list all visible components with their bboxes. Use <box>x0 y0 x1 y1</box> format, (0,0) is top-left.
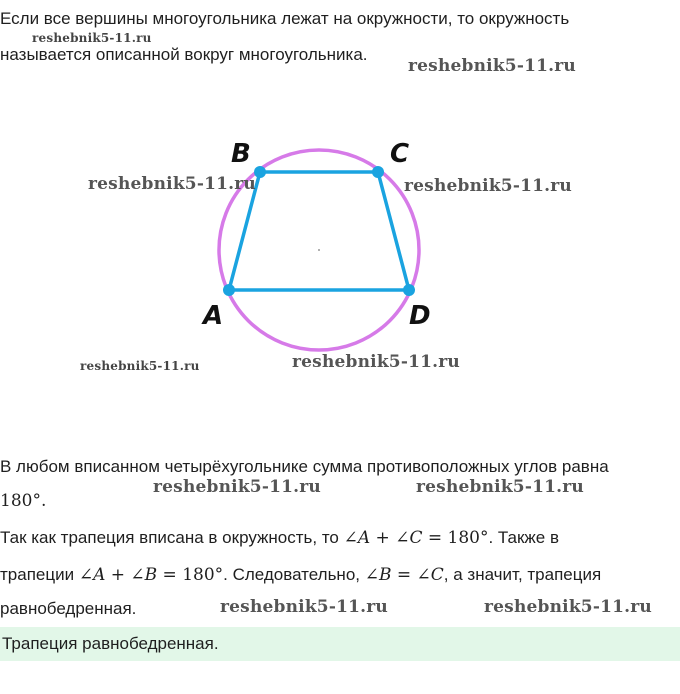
answer-text: Трапеция равнобедренная. <box>2 634 219 653</box>
p3-after: , а значит, трапеция <box>443 565 602 584</box>
p3-text: трапеции <box>0 565 75 584</box>
intro-line-2: называется описанной вокруг многоугольника. <box>0 45 368 64</box>
p2-after: . Также в <box>488 528 560 547</box>
p3-equation-1-value: 180° <box>182 565 224 585</box>
circle-center-dot <box>318 249 320 251</box>
answer-box <box>0 627 680 661</box>
label-d: D <box>409 301 431 331</box>
paragraph-2 <box>0 527 559 549</box>
label-b: B <box>231 139 251 169</box>
trapezoid-abcd <box>229 172 409 290</box>
watermark: reshebnik5-11.ru <box>408 56 576 76</box>
watermark: reshebnik5-11.ru <box>153 477 321 497</box>
value-180: 180°. <box>0 491 47 511</box>
p3-equation-1: ∠A + ∠B = <box>78 565 183 585</box>
watermark: reshebnik5-11.ru <box>404 176 572 196</box>
watermark: reshebnik5-11.ru <box>484 597 652 617</box>
intro-line-1: Если все вершины многоугольника лежат на окружности, то окружность <box>0 9 570 28</box>
p2-text: Так как трапеция вписана в окружность, то <box>0 528 339 547</box>
paragraph-1-line-2 <box>0 490 46 512</box>
p2-equation: ∠A + ∠C = <box>343 528 448 548</box>
p3-equation-2: ∠B = ∠C <box>364 565 444 585</box>
watermark: reshebnik5-11.ru <box>80 359 200 373</box>
p2-equation-value: 180° <box>447 528 489 548</box>
p3-mid: . Следовательно, <box>223 565 361 584</box>
paragraph-1-line-1: В любом вписанном четырёхугольнике сумма противоположных углов равна <box>0 457 609 476</box>
label-c: C <box>390 139 410 169</box>
label-a: A <box>203 301 224 331</box>
watermark: reshebnik5-11.ru <box>416 477 584 497</box>
vertex-a <box>223 284 235 296</box>
vertex-d <box>403 284 415 296</box>
watermark: reshebnik5-11.ru <box>32 31 152 45</box>
paragraph-4: равнобедренная. <box>0 599 137 618</box>
vertex-c <box>372 166 384 178</box>
paragraph-3 <box>0 564 601 586</box>
watermark: reshebnik5-11.ru <box>292 352 460 372</box>
watermark: reshebnik5-11.ru <box>88 174 256 194</box>
watermark: reshebnik5-11.ru <box>220 597 388 617</box>
